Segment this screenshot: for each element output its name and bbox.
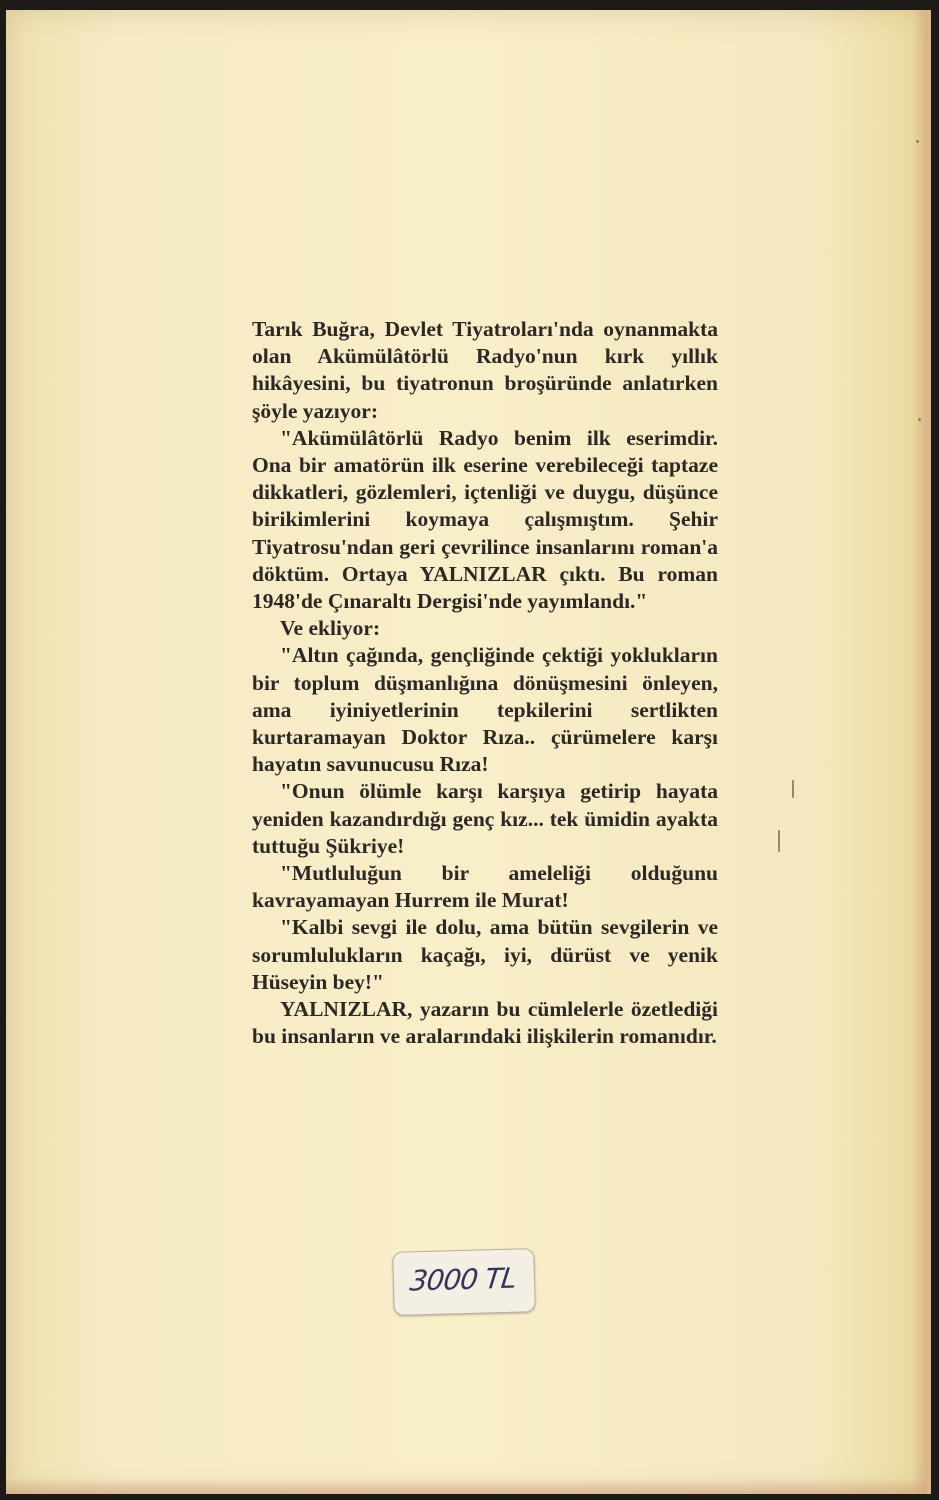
blurb-paragraph: Tarık Buğra, Devlet Tiyatroları'nda oynanmakta olan Akümülâtörlü Radyo'nun kırk yıllık hikâyesini, bu tiyatronun broşüründe anlatırken şöyle yazıyor: bbox=[252, 317, 718, 423]
cover-bottom-discoloration bbox=[6, 1478, 927, 1494]
paper-crease bbox=[792, 780, 794, 798]
blurb-paragraph: Ve ekliyor: bbox=[280, 616, 381, 641]
blurb-paragraph: "Kalbi sevgi ile dolu, ama bütün sevgilerin ve sorumlulukların kaçağı, iyi, dürüst ve yenik Hüseyin bey!" bbox=[252, 915, 718, 994]
blurb-paragraph: "Altın çağında, gençliğinde çektiği yoklukların bir toplum düşmanlığına dönüşmesini önleyen, ama iyiniyetlerinin tepkilerini sertlikten kurtaramayan Doktor Rıza.. çürümelere karşı hayatın savunucusu Rıza! bbox=[252, 643, 718, 777]
paper-speck bbox=[916, 140, 919, 143]
price-sticker bbox=[392, 1248, 536, 1316]
cover-edge-discoloration bbox=[913, 10, 927, 1494]
back-cover-blurb bbox=[252, 316, 718, 1050]
blurb-paragraph: "Onun ölümle karşı karşıya getirip hayata yeniden kazandırdığı genç kız... tek ümidin ayakta tuttuğu Şükriye! bbox=[252, 779, 718, 858]
paper-speck bbox=[918, 418, 921, 421]
blurb-paragraph: "Akümülâtörlü Radyo benim ilk eserimdir. Ona bir amatörün ilk eserine verebileceği taptaze dikkatleri, gözlemleri, içtenliği ve duygu, düşünce birikimlerini koymaya çalışmıştım. Şehir Tiyatrosu'ndan geri çevrilince insanlarını roman'a döktüm. Ortaya YALNIZLAR çıktı. Bu roman 1948'de Çınaraltı Dergisi'nde yayımlandı." bbox=[252, 425, 718, 614]
blurb-paragraph: "Mutluluğun bir ameleliği olduğunu kavrayamayan Hurrem ile Murat! bbox=[252, 861, 718, 913]
handwritten-price: 3000 TL bbox=[408, 1261, 518, 1298]
paper-crease bbox=[778, 830, 780, 852]
blurb-paragraph: YALNIZLAR, yazarın bu cümlelerle özetlediği bu insanların ve aralarındaki ilişkilerin romanıdır. bbox=[252, 997, 718, 1049]
